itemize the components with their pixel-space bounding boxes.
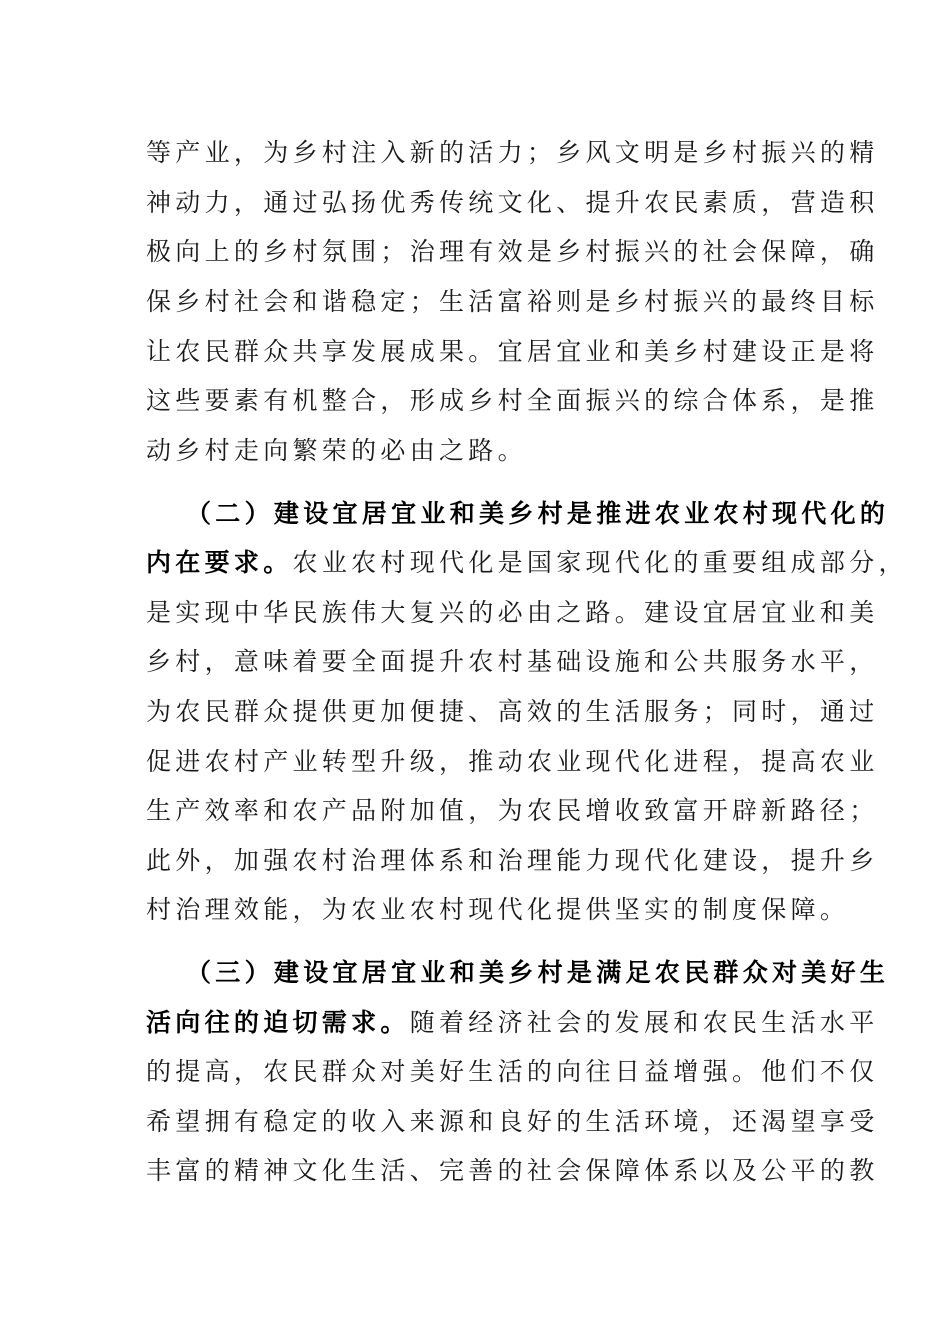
- paragraph2-line-5: 为农民群众提供更加便捷、高效的生活服务；同时，通过: [146, 697, 879, 726]
- paragraph2-line-9: 村治理效能，为农业农村现代化提供坚实的制度保障。: [146, 895, 850, 924]
- paragraph3-line-2: [146, 1001, 879, 1045]
- paragraph3-line-2-text: 随着经济社会的发展和农民生活水平: [409, 1008, 879, 1037]
- paragraph1-line-1: 等产业，为乡村注入新的活力；乡风文明是乡村振兴的精: [146, 138, 879, 167]
- paragraph1-line-7: 动乡村走向繁荣的必由之路。: [146, 436, 527, 465]
- paragraph2-line-6: 促进农村产业转型升级，推动农业现代化进程，提高农业: [146, 747, 879, 776]
- paragraph2-line-4: 乡村，意味着要全面提升农村基础设施和公共服务水平，: [146, 647, 879, 676]
- paragraph1-line-5: 让农民群众共享发展成果。宜居宜业和美乡村建设正是将: [146, 337, 879, 366]
- paragraph2-line-7: 生产效率和农产品附加值，为农民增收致富开辟新路径；: [146, 796, 879, 825]
- paragraph2-line-3: 是实现中华民族伟大复兴的必由之路。建设宜居宜业和美: [146, 598, 879, 627]
- paragraph3-line-5: 丰富的精神文化生活、完善的社会保障体系以及公平的教: [146, 1156, 879, 1185]
- paragraph3-heading-line-2: 活向往的迫切需求。: [146, 1008, 410, 1037]
- paragraph3-heading-line-1: （三）建设宜居宜业和美乡村是满足农民群众对美好生: [186, 958, 890, 987]
- paragraph3-line-3: 的提高，农民群众对美好生活的向往日益增强。他们不仅: [146, 1057, 879, 1086]
- paragraph3-line-4: 希望拥有稳定的收入来源和良好的生活环境，还渴望享受: [146, 1107, 879, 1136]
- paragraph1-line-6: 这些要素有机整合，形成乡村全面振兴的综合体系，是推: [146, 386, 879, 415]
- paragraph1-line-2: 神动力，通过弘扬优秀传统文化、提升农民素质，营造积: [146, 188, 879, 217]
- paragraph1-line-3: 极向上的乡村氛围；治理有效是乡村振兴的社会保障，确: [146, 237, 879, 266]
- paragraph2-line-2-text: 农业农村现代化是国家现代化的重要组成部分，: [292, 548, 908, 577]
- paragraph2-heading-line-1: （二）建设宜居宜业和美乡村是推进农业农村现代化的: [186, 499, 890, 528]
- paragraph2-line-8: 此外，加强农村治理体系和治理能力现代化建设，提升乡: [146, 846, 879, 875]
- paragraph2-line-2: [146, 541, 908, 585]
- paragraph1-line-4: 保乡村社会和谐稳定；生活富裕则是乡村振兴的最终目标: [146, 287, 879, 316]
- paragraph2-heading-line-2: 内在要求。: [146, 548, 293, 577]
